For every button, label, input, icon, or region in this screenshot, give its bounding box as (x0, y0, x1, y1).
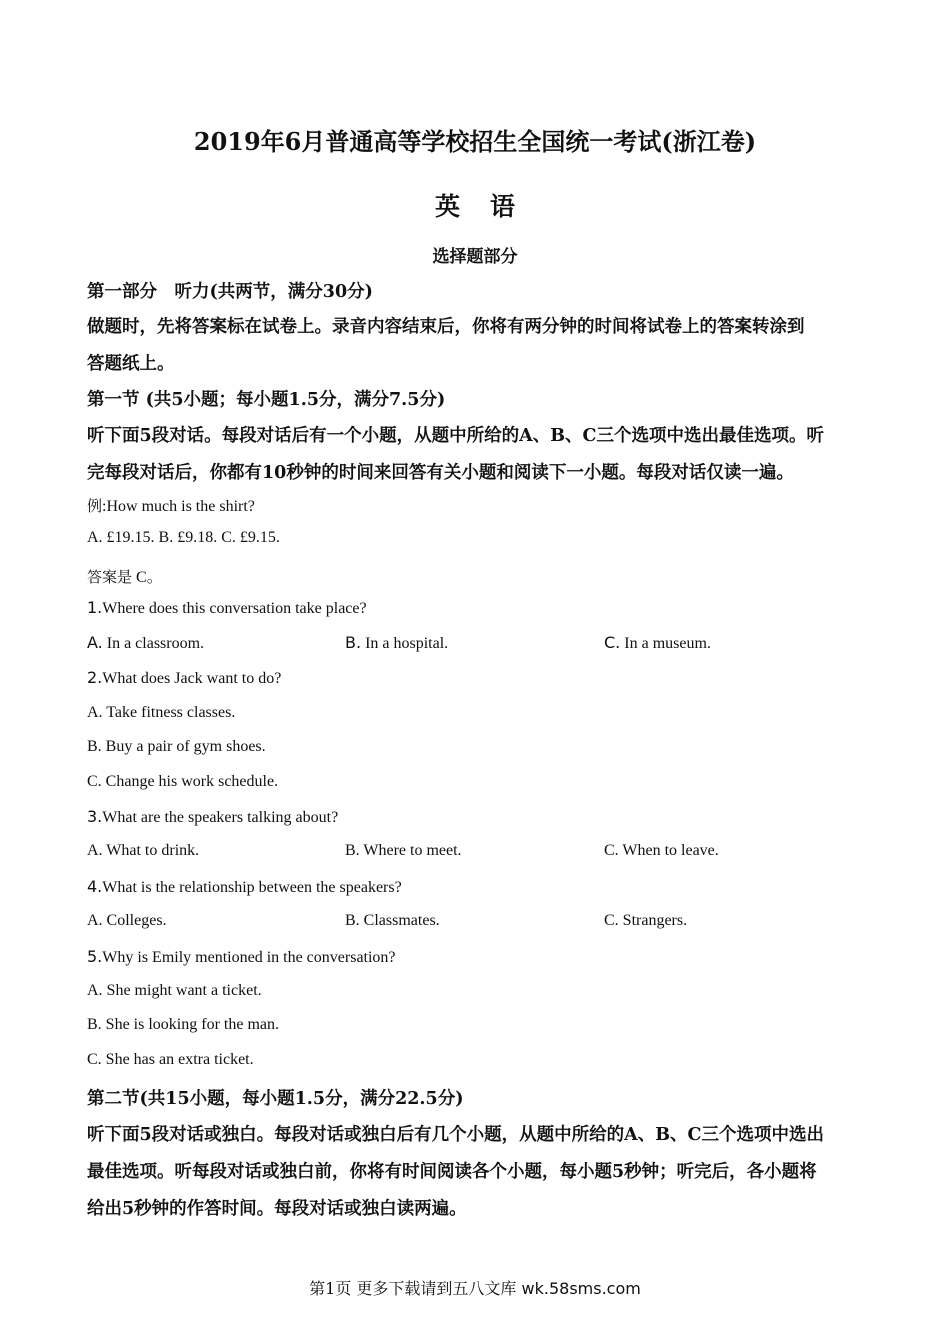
example-options: A. £19.15. B. £9.18. C. £9.15. (87, 529, 280, 546)
q5-option-b: B. She is looking for the man. (87, 1016, 279, 1033)
footer-page-text: 第1页 更多下载请到五八文库 (309, 1279, 517, 1298)
example-question-text: :How much is the shirt? (102, 498, 255, 515)
question-text: What are the speakers talking about? (102, 809, 339, 826)
footer-site-link[interactable]: wk.58sms.com (521, 1279, 641, 1298)
q2-option-c: C. Change his work schedule. (87, 773, 279, 790)
section2-heading: 第二节(共15小题，每小题1.5分，满分22.5分) (87, 1089, 464, 1109)
exam-title: 2019年6月普通高等学校招生全国统一考试(浙江卷) (193, 127, 757, 156)
question-text: Where does this conversation take place? (102, 600, 367, 617)
q2-option-b: B. Buy a pair of gym shoes. (87, 738, 266, 755)
q1-option-b (345, 633, 448, 653)
example-answer (87, 564, 163, 587)
question-5 (87, 947, 396, 967)
part1-instruction-line1: 做题时，先将答案标在试卷上。录音内容结束后，你将有两分钟的时间将试卷上的答案转涂到 (87, 317, 805, 337)
section1-instruction-line1: 听下面5段对话。每段对话后有一个小题，从题中所给的A、B、C三个选项中选出最佳选项。听 (87, 426, 824, 446)
section2-instruction-line2: 最佳选项。听每段对话或独白前，你将有时间阅读各个小题，每小题5秒钟；听完后，各小题将 (87, 1162, 817, 1182)
q2-option-a: A. Take fitness classes. (87, 704, 236, 721)
section-label: 选择题部分 (432, 247, 518, 267)
q5-option-c: C. She has an extra ticket. (87, 1051, 254, 1068)
q3-option-b: B. Where to meet. (345, 842, 462, 859)
q4-option-c: C. Strangers. (604, 912, 688, 929)
question-text: Why is Emily mentioned in the conversation? (102, 949, 396, 966)
question-2 (87, 668, 281, 688)
option-letter: A. (87, 633, 103, 652)
section2-instruction-line1: 听下面5段对话或独白。每段对话或独白后有几个小题，从题中所给的A、B、C三个选项中选出 (87, 1125, 824, 1145)
q1-option-a (87, 633, 204, 653)
example-question (87, 495, 255, 516)
example-prefix: 例 (87, 497, 103, 515)
subject-title: 英语 (434, 192, 545, 221)
question-4 (87, 877, 402, 897)
q3-option-a: A. What to drink. (87, 842, 200, 859)
option-text: In a classroom. (102, 635, 205, 652)
question-number: 4. (87, 877, 103, 896)
option-letter: C. (604, 633, 621, 652)
example-answer-prefix: 答案是 (87, 568, 133, 586)
option-text: In a museum. (620, 635, 711, 652)
question-3 (87, 807, 338, 827)
q5-option-a: A. She might want a ticket. (87, 982, 262, 999)
question-number: 3. (87, 807, 103, 826)
part1-heading: 第一部分 听力(共两节，满分30分) (87, 282, 373, 302)
section1-heading: 第一节 (共5小题；每小题1.5分，满分7.5分) (87, 390, 446, 410)
example-answer-text: C。 (132, 569, 163, 586)
q4-option-a: A. Colleges. (87, 912, 167, 929)
q1-option-c (604, 633, 711, 653)
part1-instruction-line2: 答题纸上。 (87, 354, 175, 374)
q3-option-c: C. When to leave. (604, 842, 719, 859)
section1-instruction-line2: 完每段对话后，你都有10秒钟的时间来回答有关小题和阅读下一小题。每段对话仅读一遍。 (87, 463, 794, 483)
question-text: What does Jack want to do? (102, 670, 282, 687)
q4-option-b: B. Classmates. (345, 912, 440, 929)
page-footer (0, 1276, 950, 1299)
question-number: 1. (87, 598, 103, 617)
question-text: What is the relationship between the speakers? (102, 879, 402, 896)
option-letter: B. (345, 633, 362, 652)
question-1 (87, 598, 367, 618)
question-number: 2. (87, 668, 103, 687)
question-number: 5. (87, 947, 103, 966)
option-text: In a hospital. (361, 635, 449, 652)
section2-instruction-line3: 给出5秒钟的作答时间。每段对话或独白读两遍。 (87, 1199, 467, 1219)
